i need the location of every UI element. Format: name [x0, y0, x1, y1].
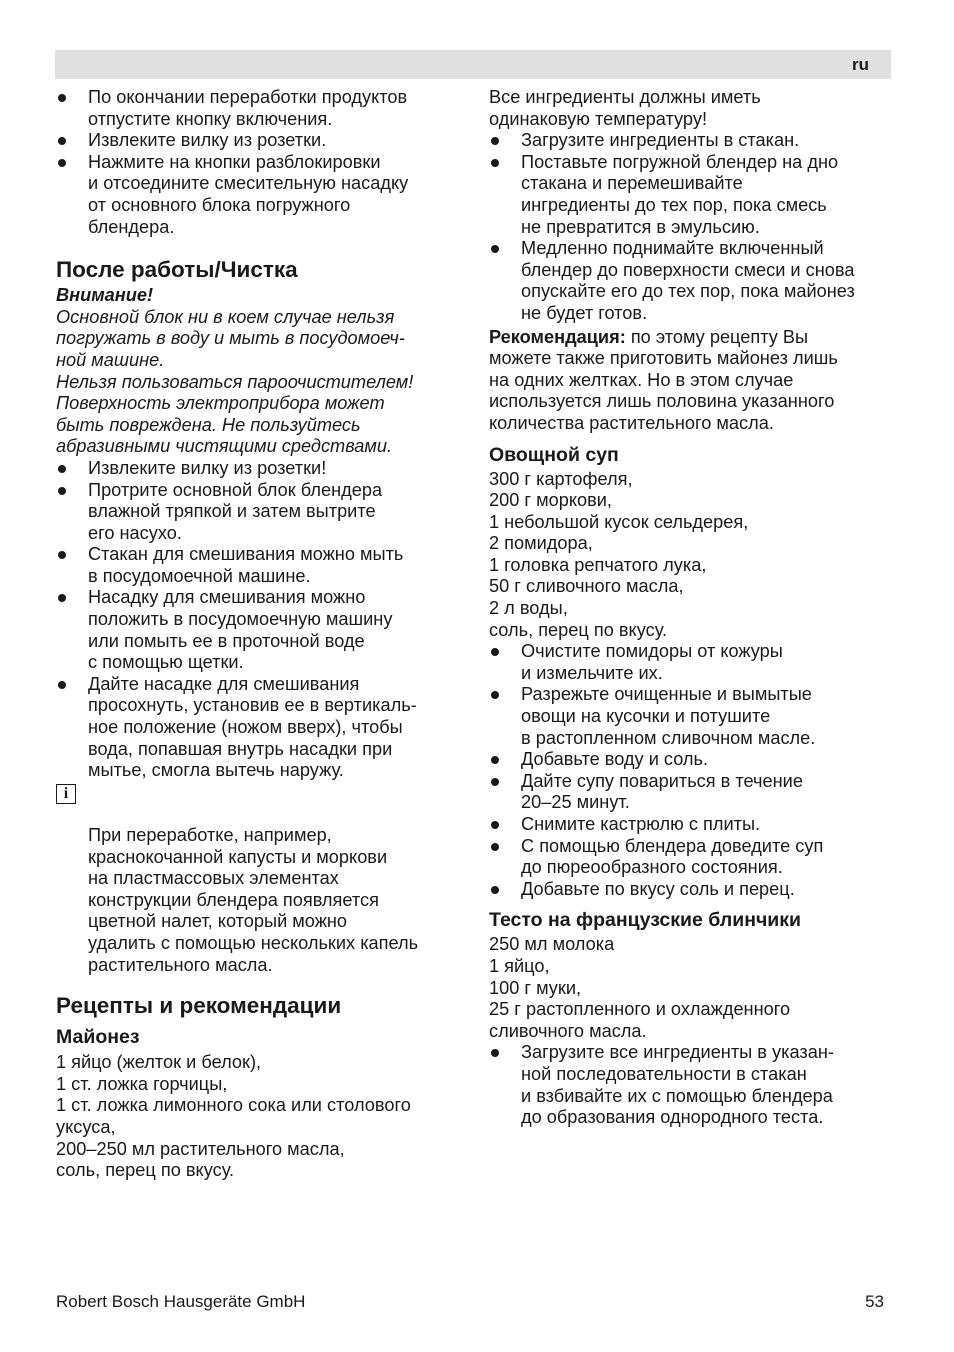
mayo-bullets	[489, 130, 891, 324]
list-item: Дайте насадке для смешивания просохнуть, установив ее в вертикаль- ное положение (ножом вверх), чтобы вода, попавшая внутрь насадки при мытье, смогла вытечь наружу.	[56, 674, 456, 782]
ingredient: 300 г картофеля,	[489, 468, 633, 489]
crepes-bullets	[489, 1042, 891, 1128]
warning-text: Поверхность электроприбора может быть повреждена. Не пользуйтесь абразивными чистящими средствами.	[56, 393, 393, 457]
language-code: ru	[852, 55, 869, 74]
tip-paragraph	[489, 327, 891, 435]
ingredient: соль, перец по вкусу.	[56, 1160, 235, 1181]
ingredient: 2 л воды,	[489, 598, 568, 619]
info-text: При переработке, например, краснокочанной капусты и моркови на пластмассовых элементах конструкции блендера появляется цветной налет, который можно удалить с помощью нескольких капель растительного масла.	[88, 825, 419, 975]
ingredient: 1 ст. ложка лимонного сока или столового уксуса,	[56, 1095, 411, 1137]
list-item: Стакан для смешивания можно мыть в посудомоечной машине.	[56, 544, 456, 587]
ingredient: 1 головка репчатого лука,	[489, 554, 707, 575]
ingredient: 50 г сливочного масла,	[489, 576, 684, 597]
warning-text: Основной блок ни в коем случае нельзя погружать в воду и мыть в посудомоеч- ной машине.	[56, 306, 405, 370]
soup-heading: Овощной суп	[489, 443, 619, 466]
ingredient: 250 мл молока	[489, 934, 615, 955]
ingredient: 200–250 мл растительного масла,	[56, 1138, 345, 1159]
list-item: Поставьте погружной блендер на дно стакана и перемешивайте ингредиенты до тех пор, пока смесь не превратится в эмульсию.	[489, 152, 891, 238]
info-icon: i	[56, 784, 76, 804]
list-item: Протрите основной блок блендера влажной тряпкой и затем вытрите его насухо.	[56, 480, 456, 545]
info-note	[56, 782, 456, 976]
list-item: Извлеките вилку из розетки!	[56, 458, 456, 480]
list-item: С помощью блендера доведите суп до пюреообразного состояния.	[489, 836, 891, 879]
ingredient: 2 помидора,	[489, 533, 593, 554]
mayo-heading: Майонез	[56, 1026, 140, 1049]
ingredient: 200 г моркови,	[489, 490, 612, 511]
tip-label: Рекомендация:	[489, 326, 626, 347]
list-item: Снимите кастрюлю с плиты.	[489, 814, 891, 836]
crepes-heading: Тесто на французские блинчики	[489, 909, 802, 932]
list-item: Загрузите ингредиенты в стакан.	[489, 130, 891, 152]
left-column	[56, 87, 456, 1182]
cleaning-heading: После работы/Чистка	[56, 257, 298, 283]
ingredient: 25 г растопленного и охлажденного сливочного масла.	[489, 999, 791, 1041]
right-column	[489, 87, 891, 1129]
list-item: Дайте супу повариться в течение 20–25 минут.	[489, 771, 891, 814]
soup-bullets	[489, 641, 891, 900]
cleaning-bullets	[56, 458, 456, 782]
tip-text: по этому рецепту Вы можете также приготовить майонез лишь на одних желтках. Но в этом случае используется лишь половина указанного количества растительного масла.	[489, 326, 838, 433]
ingredient: 1 ст. ложка горчицы,	[56, 1073, 228, 1094]
recipes-heading: Рецепты и рекомендации	[56, 993, 342, 1019]
warning-label: Внимание!	[56, 285, 154, 306]
mayo-intro: Все ингредиенты должны иметь одинаковую температуру!	[489, 87, 761, 129]
list-item: Разрежьте очищенные и вымытые овощи на кусочки и потушите в растопленном сливочном масле.	[489, 684, 891, 749]
ingredient: 100 г муки,	[489, 977, 582, 998]
ingredient: соль, перец по вкусу.	[489, 619, 668, 640]
ingredient: 1 яйцо,	[489, 955, 550, 976]
ingredient: 1 яйцо (желток и белок),	[56, 1052, 262, 1073]
list-item: Медленно поднимайте включенный блендер до поверхности смеси и снова опускайте его до тех пор, пока майонез не будет готов.	[489, 238, 891, 324]
ingredient: 1 небольшой кусок сельдерея,	[489, 511, 749, 532]
warning-text: Нельзя пользоваться пароочистителем!	[56, 371, 414, 392]
list-item: Извлеките вилку из розетки.	[56, 130, 456, 152]
list-item: По окончании переработки продуктов отпустите кнопку включения.	[56, 87, 456, 130]
list-item: Загрузите все ингредиенты в указан- ной последовательности в стакан и взбивайте их с помощью блендера до образования однородного теста.	[489, 1042, 891, 1128]
footer-company: Robert Bosch Hausgeräte GmbH	[56, 1292, 306, 1311]
bullet-list-top	[56, 87, 456, 238]
list-item: Добавьте по вкусу соль и перец.	[489, 879, 891, 901]
page-number: 53	[865, 1292, 884, 1311]
header-bar	[55, 50, 891, 79]
list-item: Нажмите на кнопки разблокировки и отсоедините смесительную насадку от основного блока погружного блендера.	[56, 152, 456, 238]
list-item: Добавьте воду и соль.	[489, 749, 891, 771]
list-item: Насадку для смешивания можно положить в посудомоечную машину или помыть ее в проточной воде с помощью щетки.	[56, 587, 456, 673]
list-item: Очистите помидоры от кожуры и измельчите их.	[489, 641, 891, 684]
